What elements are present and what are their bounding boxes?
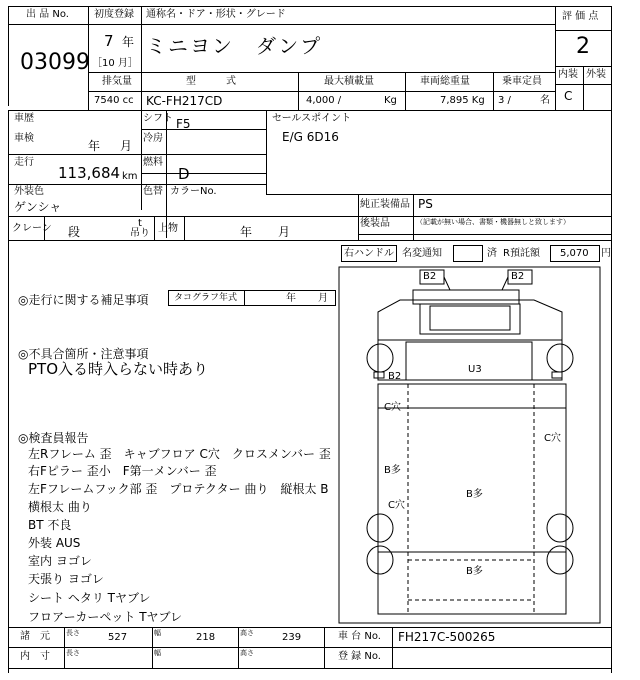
color-code-label: カラーNo.	[170, 186, 217, 197]
mileage-unit: km	[122, 171, 138, 182]
mileage-value: 113,684	[58, 164, 121, 182]
fuel-label: 燃料	[143, 157, 163, 168]
inspector-line: BT 不良	[28, 518, 72, 532]
color-label: 外装色	[14, 186, 44, 197]
aftermarket-note: （記載が無い場合、書類・機器無しと致します）	[416, 218, 570, 226]
diagram-mark: B2	[423, 271, 437, 282]
model-label: 型 式	[186, 76, 236, 87]
exterior-label: 外装	[586, 69, 606, 80]
crane-stage: 段	[68, 225, 81, 239]
diagram-mark: B多	[384, 465, 401, 476]
recycle-unit: 円	[601, 248, 611, 259]
name-change-box	[453, 245, 483, 262]
aftermarket-label: 後装品	[360, 218, 390, 229]
diagram-mark: B2	[388, 371, 402, 382]
interior-grade: C	[564, 89, 573, 103]
interior-label: 内装	[558, 69, 578, 80]
color-value: ゲンシャ	[14, 200, 62, 214]
eval-label: 評 価 点	[562, 11, 599, 22]
eval-score: 2	[576, 34, 590, 59]
diagram-mark: C穴	[384, 402, 401, 413]
lot-label: 出 品 No.	[26, 9, 69, 20]
gross-label: 車両総重量	[420, 76, 470, 87]
shift-label: シフト	[143, 113, 173, 124]
inspector-line: 左Fフレームフック部 歪 プロテクター 曲り 縦根太 B	[28, 482, 329, 496]
genuine-equip-label: 純正装備品	[360, 199, 410, 210]
tacho-label: タコグラフ年式	[174, 293, 238, 303]
diagram-mark: C穴	[544, 433, 561, 444]
height-value: 239	[282, 632, 302, 643]
recycle-label: R預託額	[503, 248, 540, 259]
capacity-unit: 名	[540, 95, 550, 106]
tacho-month: 月	[318, 293, 328, 304]
upper-month: 月	[278, 225, 291, 239]
inspector-line: フロアーカーペット Tヤブレ	[28, 610, 183, 624]
right-hand-label: 右ハンドル	[344, 248, 394, 259]
crane-lift: 吊り	[130, 228, 150, 239]
inner-height-label: 高さ	[240, 649, 254, 657]
reg-year: 7	[104, 32, 114, 50]
chassis-label: 車 台 No.	[338, 631, 381, 642]
width-value: 218	[196, 632, 216, 643]
displacement-value: 7540 cc	[94, 95, 134, 106]
inner-width-label: 幅	[154, 649, 161, 657]
mileage-label: 走行	[14, 157, 34, 168]
history-label: 車歴	[14, 113, 34, 124]
width-label: 幅	[154, 629, 161, 637]
gross-value: 7,895 Kg	[440, 95, 485, 106]
capacity-label: 乗車定員	[502, 76, 542, 87]
inspector-line: 横根太 曲り	[28, 500, 92, 514]
crane-ton: t	[138, 218, 142, 229]
inspector-title: ◎検査員報告	[18, 431, 89, 445]
crane-label: クレーン	[12, 223, 52, 234]
inner-dimensions-label: 内 寸	[20, 651, 50, 662]
car-name-label: 通称名・ドア・形状・グレード	[146, 9, 286, 20]
genuine-equip-value: PS	[418, 197, 433, 211]
car-name: ミニヨン ダンプ	[146, 34, 323, 58]
recycle-prefix: 済	[487, 248, 497, 259]
diagram-mark: B多	[466, 489, 483, 500]
inspector-line: 室内 ヨゴレ	[28, 554, 92, 568]
chassis-value: FH217C-500265	[398, 630, 496, 644]
registration-label: 登 録 No.	[338, 651, 381, 662]
diagram-mark: B多	[466, 566, 483, 577]
defect-text: PTO入る時入らない時あり	[28, 360, 209, 378]
capacity-value: 3 /	[498, 95, 511, 106]
inspector-line: 天張り ヨゴレ	[28, 572, 104, 586]
first-reg-label: 初度登録	[94, 9, 134, 20]
reg-year-unit: 年	[122, 35, 135, 49]
upper-year: 年	[240, 225, 253, 239]
color-change-label: 色替	[143, 186, 163, 197]
height-label: 高さ	[240, 629, 254, 637]
lot-number: 03099	[20, 50, 90, 75]
diagram-mark: C穴	[388, 500, 405, 511]
inspection-month: 月	[120, 139, 133, 153]
inner-length-label: 長さ	[66, 649, 80, 657]
diagram-mark: U3	[468, 364, 482, 375]
max-load-label: 最大積載量	[324, 76, 374, 87]
ac-label: 冷房	[143, 133, 163, 144]
inspector-line: 右Fピラー 歪小 F第一メンバー 歪	[28, 464, 217, 478]
sales-point-label: セールスポイント	[272, 113, 352, 124]
recycle-value: 5,070	[560, 248, 589, 259]
displacement-label: 排気量	[102, 76, 132, 87]
diagram-mark: B2	[511, 271, 525, 282]
tacho-year: 年	[286, 293, 296, 304]
max-load-value: 4,000 /	[306, 95, 342, 106]
inspector-line: 外装 AUS	[28, 536, 81, 550]
inspector-line: シート ヘタリ Tヤブレ	[28, 591, 151, 605]
inspection-label: 車検	[14, 133, 34, 144]
reg-month: ［10 月］	[92, 58, 138, 69]
defect-title: ◎不具合箇所・注意事項	[18, 347, 149, 361]
name-change-label: 名変通知	[402, 248, 442, 259]
max-load-unit: Kg	[384, 95, 397, 106]
length-value: 527	[108, 632, 128, 643]
fuel-value: D	[178, 165, 190, 183]
model-value: KC-FH217CD	[146, 94, 223, 108]
shift-value: F5	[176, 117, 191, 131]
inspector-line: 左Rフレーム 歪 キャブフロア C穴 クロスメンバー 歪	[28, 447, 331, 461]
length-label: 長さ	[66, 629, 80, 637]
inspection-year: 年	[88, 139, 101, 153]
driving-notes-title: ◎走行に関する補足事項	[18, 293, 149, 307]
spec-dimensions-label: 諸 元	[20, 631, 50, 642]
upper-label: 上物	[158, 223, 178, 234]
sales-point-value: E/G 6D16	[282, 130, 339, 144]
